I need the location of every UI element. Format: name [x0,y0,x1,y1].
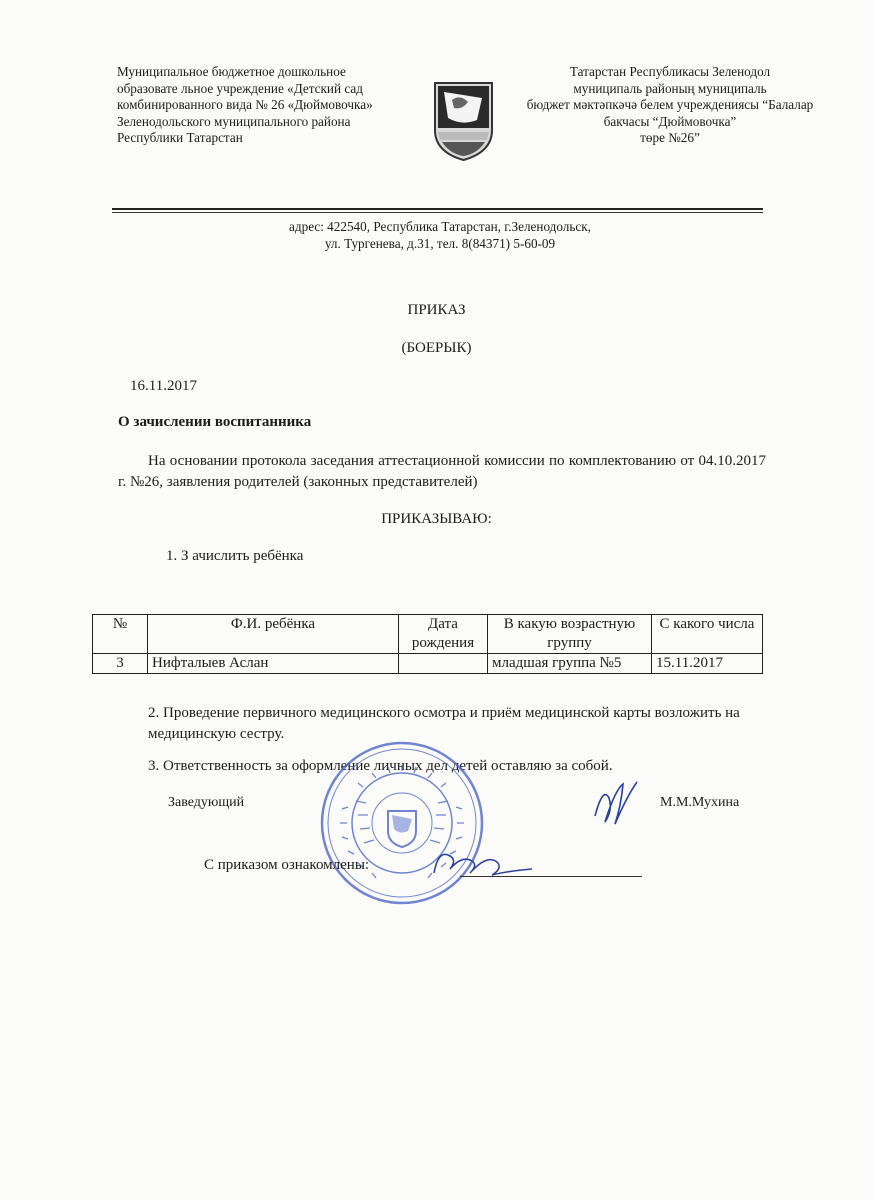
header-birth-date: Дата рождения [399,615,488,654]
org-name-russian [117,64,417,147]
header-number: № [93,615,148,654]
address [200,219,680,252]
table-row [93,654,763,674]
cell-birth-date [399,654,488,674]
cell-number: 3 [93,654,148,674]
address-line: адрес: 422540, Республика Татарстан, г.Зеленодольск, [289,219,591,234]
org-line: Республики Татарстан [117,130,243,146]
header-divider [112,212,763,213]
acquainted-signature-icon [428,845,538,881]
table-header-row [93,615,763,654]
document-subject: О зачислении воспитанника [118,414,312,430]
order-item-3: 3. Ответственность за оформление личных дел детей оставляю за собой. [148,758,613,774]
cell-start-date: 15.11.2017 [652,654,763,674]
head-title: Заведующий [168,795,245,810]
order-item-1: 1. З ачислить ребёнка [166,548,304,564]
org-line: муниципаль районың муниципаль [573,80,767,96]
org-line: Татарстан Республикасы Зеленодол [569,64,771,79]
coat-of-arms-icon [432,80,495,162]
org-line: образовате льное учреждение «Детский сад [117,80,363,96]
org-line: Муниципальное бюджетное дошкольное [117,64,346,79]
order-word: ПРИКАЗЫВАЮ: [381,511,492,527]
basis-paragraph: На основании протокола заседания аттестационной комиссии по комплектованию от 04.10.2017 г. №26, заявления родителей (законных представителей) [118,453,766,490]
header-start-date: С какого числа [652,615,763,654]
document-subtitle: (БОЕРЫК) [401,340,472,356]
head-signature-icon [585,776,645,832]
acquainted-label: С приказом ознакомлены: [204,857,370,873]
header-divider [112,208,763,210]
official-stamp-icon [318,739,486,907]
org-line: бюджет мәктәпкәчә белем учреждениясы “Балалар [526,97,814,113]
cell-age-group: младшая группа №5 [488,654,652,674]
org-line: бакчасы “Дюймовочка” [603,113,737,129]
org-name-tatar [500,64,840,147]
org-line: комбинированного вида № 26 «Дюймовочка» [117,97,373,113]
header-age-group: В какую возрастную группу [488,615,652,654]
org-line: Зеленодольского муниципального района [117,113,351,129]
address-line: ул. Тургенева, д.31, тел. 8(84371) 5-60-09 [324,235,556,251]
document-date: 16.11.2017 [130,378,197,394]
header-child-name: Ф.И. ребёнка [148,615,399,654]
order-item-2: 2. Проведение первичного медицинского осмотра и приём медицинской карты возложить на медицинскую сестру. [148,705,740,742]
head-name: М.М.Мухина [660,795,740,810]
cell-child-name: Нифталыев Аслан [148,654,399,674]
enrollment-table [92,614,763,674]
org-line: төре №26” [640,130,700,146]
document-title: ПРИКАЗ [407,302,466,318]
